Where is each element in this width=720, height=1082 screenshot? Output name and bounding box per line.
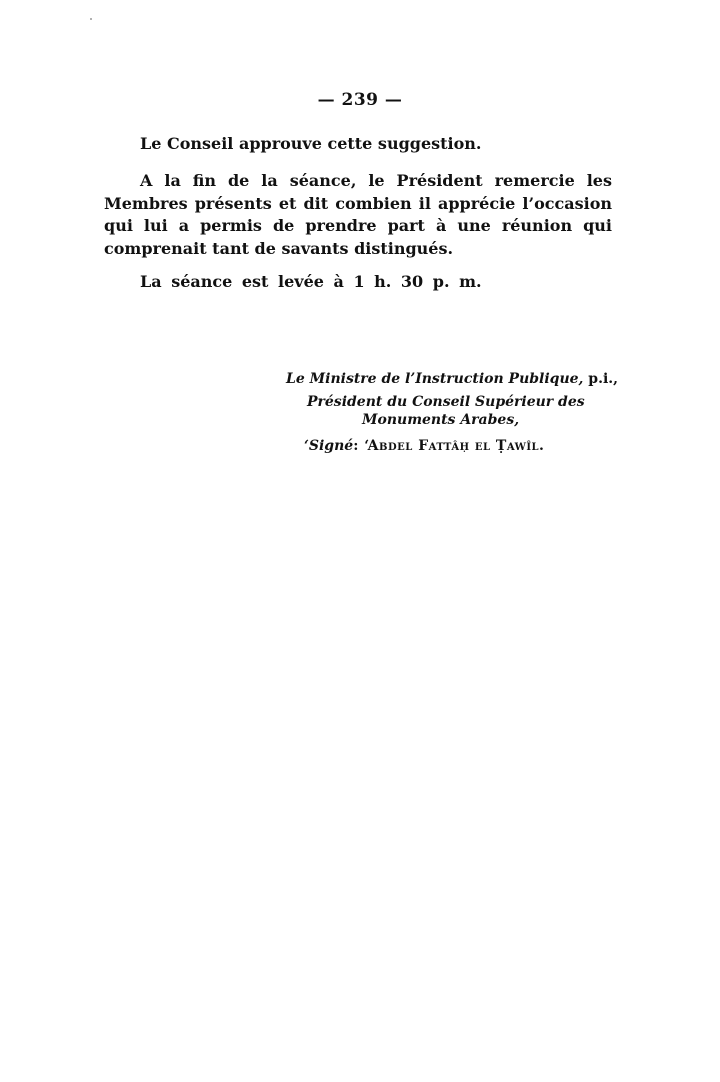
signatory-name: ‘Abdel Fattâḥ el Ṭawîl.	[364, 438, 545, 454]
paragraph-3: La séance est levée à 1 h. 30 p. m.	[140, 272, 482, 291]
signature-signed-line	[280, 437, 620, 455]
signature-role-line: Président du Conseil Supérieur des	[307, 394, 585, 410]
signature-block	[280, 370, 620, 455]
signed-separator: :	[353, 438, 365, 454]
signature-title: Le Ministre de l’Instruction Publique,	[286, 371, 584, 387]
signature-title-suffix: p.i.,	[583, 371, 619, 387]
paragraph-2: A la fin de la séance, le Président remercie les Membres présents et dit combien il apprécie l’occasion qui lui a permis de prendre part à une réunion qui comprenait tant de savants distingués.	[104, 171, 612, 258]
scan-speck	[90, 18, 92, 20]
paragraph-1: Le Conseil approuve cette suggestion.	[140, 134, 482, 153]
signed-label: ‘Signé	[304, 438, 354, 454]
signature-title-line	[280, 370, 620, 388]
page-number: — 239 —	[317, 90, 403, 110]
signature-role-line-2: Monuments Arabes,	[362, 412, 520, 428]
